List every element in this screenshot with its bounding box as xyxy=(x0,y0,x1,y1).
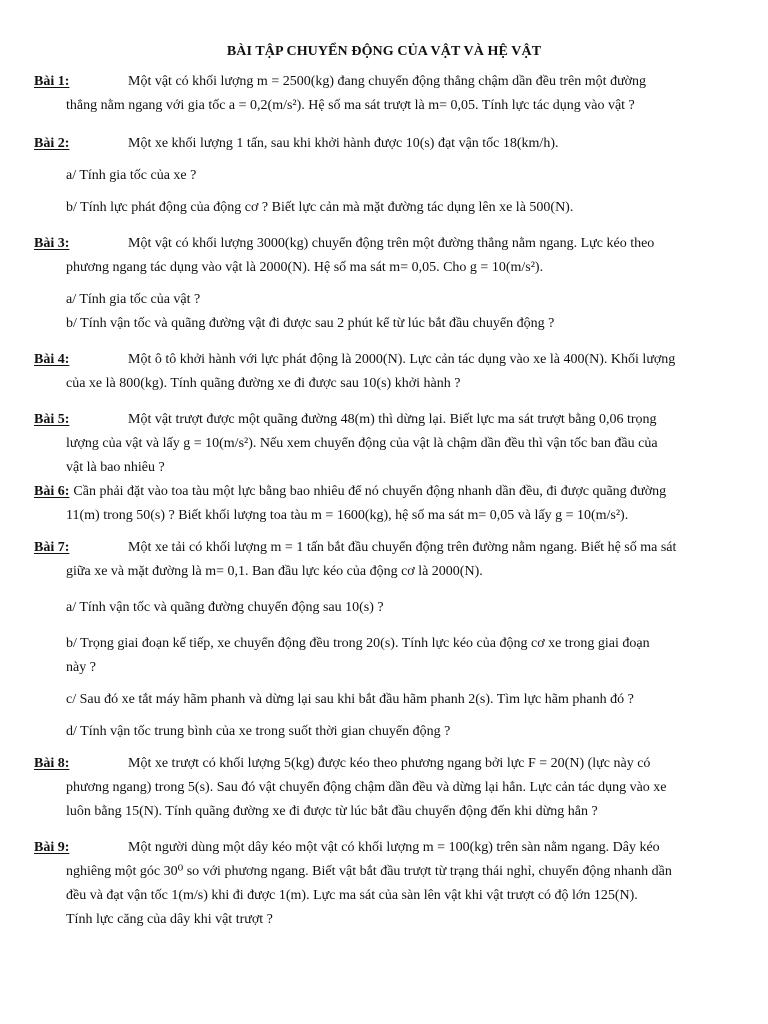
problem-text: Một vật trượt được một quãng đường 48(m) thì dừng lại. Biết lực ma sát trượt bằng 0,06 trọng xyxy=(128,412,657,427)
sub-question-a: a/ Tính gia tốc của xe ? xyxy=(66,168,197,183)
problem-text: phương ngang tác dụng vào vật là 2000(N). Hệ số ma sát m= 0,05. Cho g = 10(m/s²). xyxy=(66,260,544,275)
problem-label: Bài 5: xyxy=(34,412,70,427)
problem-text: của xe là 800(kg). Tính quãng đường xe đi được sau 10(s) khởi hành ? xyxy=(66,376,461,391)
problem-text: Một xe khối lượng 1 tấn, sau khi khởi hành được 10(s) đạt vận tốc 18(km/h). xyxy=(128,136,559,151)
problem-text: nghiêng một góc 30⁰ so với phương ngang. Biết vật bắt đầu trượt từ trạng thái nghỉ, chuyển động nhanh dần xyxy=(66,864,672,879)
sub-question-b: b/ Trọng giai đoạn kế tiếp, xe chuyển động đều trong 20(s). Tính lực kéo của động cơ xe trong giai đoạn xyxy=(66,636,650,651)
problem-label: Bài 2: xyxy=(34,136,70,151)
problem-2 xyxy=(34,132,734,220)
problem-6 xyxy=(34,480,734,528)
problem-text: luôn bằng 15(N). Tính quãng đường xe đi được từ lúc bắt đầu chuyển động đến khi dừng hẳn ? xyxy=(66,804,598,819)
problem-label: Bài 4: xyxy=(34,352,70,367)
problem-text: Tính lực căng của dây khi vật trượt ? xyxy=(66,912,273,927)
problem-text: Một người dùng một dây kéo một vật có khối lượng m = 100(kg) trên sàn nằm ngang. Dây kéo xyxy=(128,840,660,855)
problem-label: Bài 1: xyxy=(34,74,70,89)
problem-label: Bài 7: xyxy=(34,540,70,555)
problem-text: 11(m) trong 50(s) ? Biết khối lượng toa tàu m = 1600(kg), hệ số ma sát m= 0,05 và lấy g = 10(m/s²). xyxy=(66,508,629,523)
problem-4 xyxy=(34,348,734,396)
problem-text: vật là bao nhiêu ? xyxy=(66,460,165,475)
sub-question-b: b/ Tính vận tốc và quãng đường vật đi được sau 2 phút kể từ lúc bắt đầu chuyển động ? xyxy=(66,316,555,331)
problem-8 xyxy=(34,752,734,824)
problem-text: Cần phải đặt vào toa tàu một lực bằng bao nhiêu để nó chuyển động nhanh dần đều, đi được quãng đường xyxy=(73,484,667,499)
problem-text: thẳng nằm ngang với gia tốc a = 0,2(m/s²). Hệ số ma sát trượt là m= 0,05. Tính lực tác dụng vào vật ? xyxy=(66,98,635,113)
problem-label: Bài 8: xyxy=(34,756,70,771)
sub-question-b-cont: này ? xyxy=(66,660,96,675)
problem-text: phương ngang) trong 5(s). Sau đó vật chuyển động chậm dần đều và dừng lại hẳn. Lực cản tác dụng vào xe xyxy=(66,780,667,795)
problem-text: Một xe trượt có khối lượng 5(kg) được kéo theo phương ngang bởi lực F = 20(N) (lực này có xyxy=(128,756,651,771)
sub-question-a: a/ Tính vận tốc và quãng đường chuyển động sau 10(s) ? xyxy=(66,600,384,615)
problem-text: lượng của vật và lấy g = 10(m/s²). Nếu xem chuyển động của vật là chậm dần đều thì vận tốc ban đầu của xyxy=(66,436,658,451)
problem-text: đều và đạt vận tốc 1(m/s) khi đi được 1(m). Lực ma sát của sàn lên vật khi vật trượt có độ lớn 125(N). xyxy=(66,888,638,903)
problem-text: giữa xe và mặt đường là m= 0,1. Ban đầu lực kéo của động cơ là 2000(N). xyxy=(66,564,483,579)
problem-label: Bài 6: xyxy=(34,484,70,499)
problem-text: Một vật có khối lượng m = 2500(kg) đang chuyển động thẳng chậm dần đều trên một đường xyxy=(128,74,647,89)
problem-9 xyxy=(34,836,734,932)
problem-label: Bài 3: xyxy=(34,236,70,251)
sub-question-d: d/ Tính vận tốc trung bình của xe trong suốt thời gian chuyển động ? xyxy=(66,724,451,739)
problem-1 xyxy=(34,70,734,118)
problem-text: Một ô tô khởi hành với lực phát động là 2000(N). Lực cản tác dụng vào xe là 400(N). Khối lượng xyxy=(128,352,676,367)
problem-text: Một vật có khối lượng 3000(kg) chuyển động trên một đường thẳng nằm ngang. Lực kéo theo xyxy=(128,236,655,251)
sub-question-a: a/ Tính gia tốc của vật ? xyxy=(66,292,201,307)
problem-label: Bài 9: xyxy=(34,840,70,855)
problem-text: Một xe tải có khối lượng m = 1 tấn bắt đầu chuyển động trên đường nằm ngang. Biết hệ số ma sát xyxy=(128,540,677,555)
problem-3 xyxy=(34,232,734,336)
problem-7 xyxy=(34,536,734,744)
page-title: BÀI TẬP CHUYỂN ĐỘNG CỦA VẬT VÀ HỆ VẬT xyxy=(226,44,542,59)
sub-question-b: b/ Tính lực phát động của động cơ ? Biết lực cản mà mặt đường tác dụng lên xe là 500(N). xyxy=(66,200,574,215)
sub-question-c: c/ Sau đó xe tắt máy hãm phanh và dừng lại sau khi bắt đầu hãm phanh 2(s). Tìm lực hãm phanh đó ? xyxy=(66,692,634,707)
problem-5 xyxy=(34,408,734,480)
